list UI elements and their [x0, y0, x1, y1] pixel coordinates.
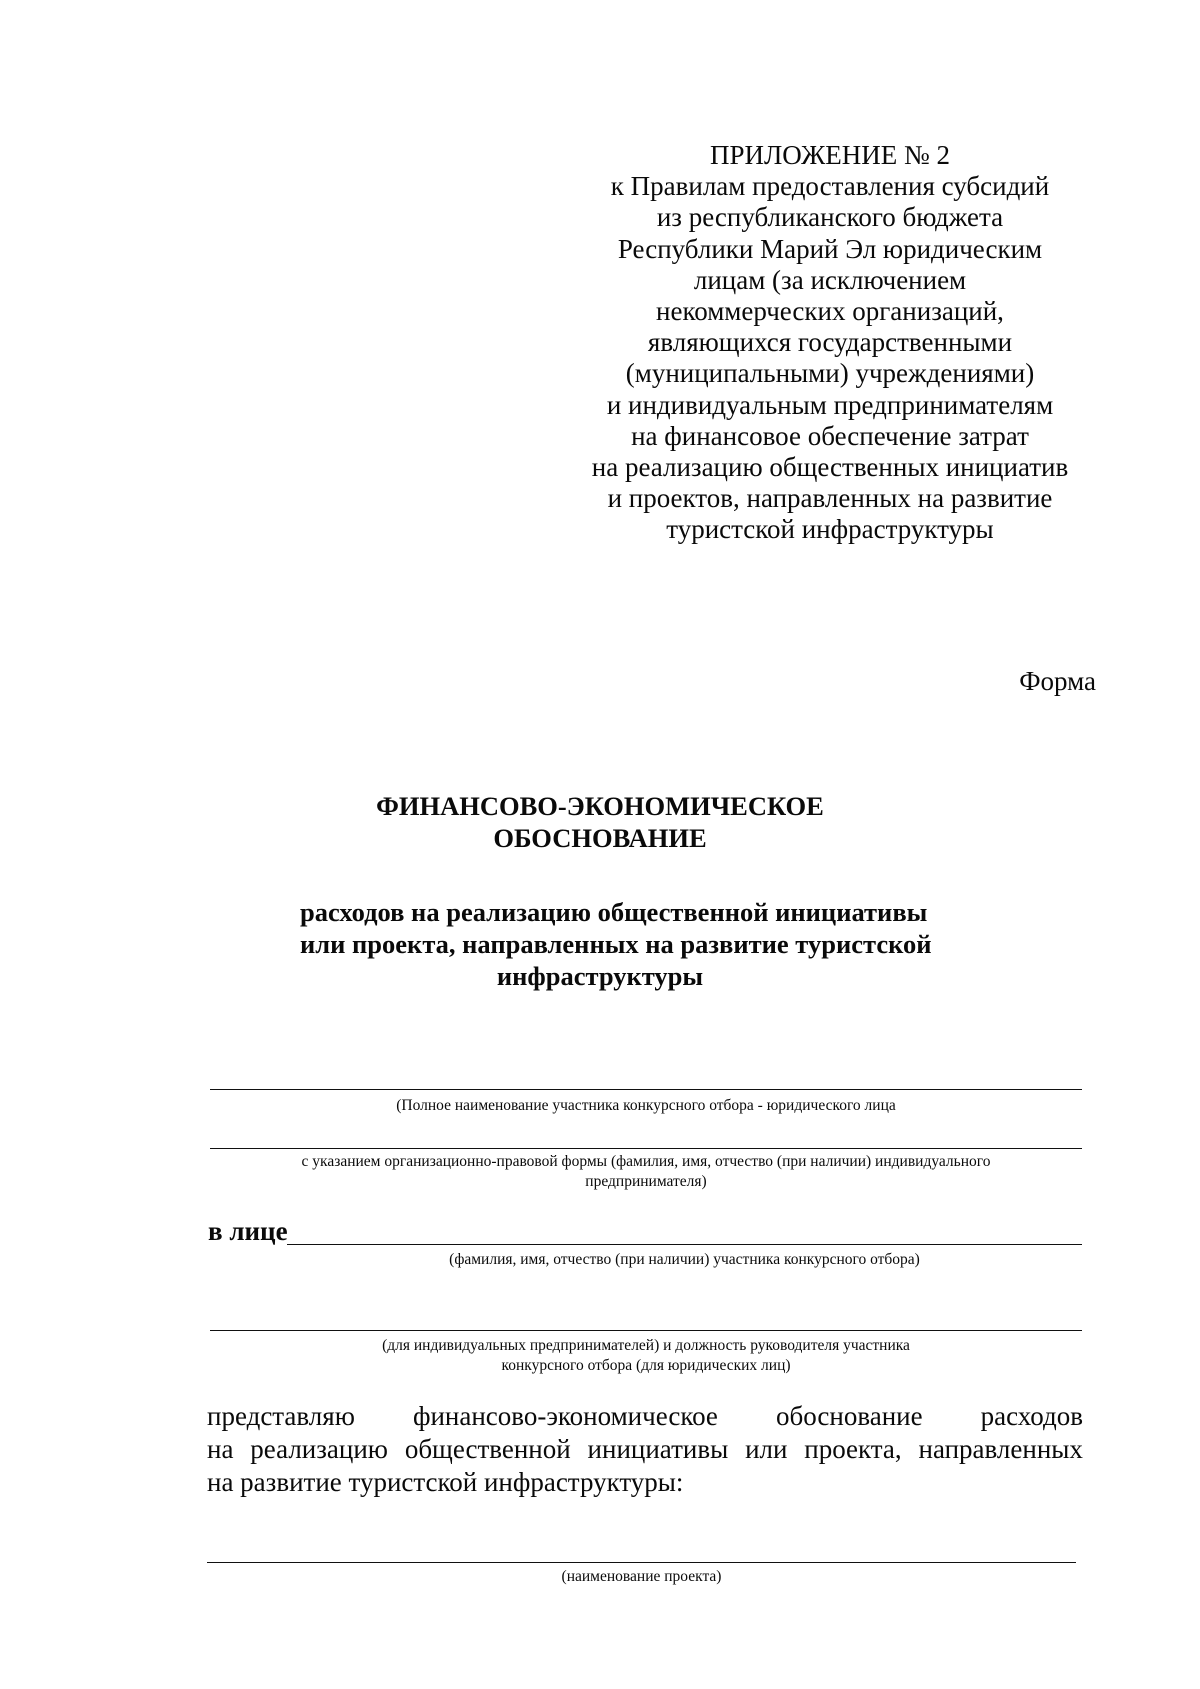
statement-word: расходов — [980, 1401, 1083, 1431]
statement-word: проекта, — [804, 1434, 902, 1464]
document-subtitle-line: инфраструктуры — [496, 961, 704, 991]
appendix-header — [560, 140, 1100, 546]
statement-word: реализацию — [250, 1434, 388, 1464]
appendix-line: и индивидуальным предпринимателям — [606, 389, 1054, 420]
appendix-line: к Правилам предоставления субсидий — [610, 171, 1050, 202]
legal-form-line[interactable] — [210, 1148, 1082, 1149]
statement-word: представляю — [207, 1401, 355, 1431]
representative-name-line[interactable] — [287, 1244, 1082, 1245]
legal-form-caption — [210, 1152, 1082, 1192]
statement-word: финансово-экономическое — [412, 1401, 718, 1431]
appendix-line: (муниципальными) учреждениями) — [625, 358, 1035, 389]
statement-paragraph — [207, 1400, 1083, 1499]
position-caption-line: (для индивидуальных предпринимателей) и должность руководителя участника — [382, 1337, 910, 1354]
statement-word: обоснование — [775, 1401, 923, 1431]
legal-form-caption-line: предпринимателя) — [585, 1173, 707, 1190]
project-name-caption: (наименование проекта) — [561, 1568, 722, 1585]
appendix-line: являющихся государственными — [647, 327, 1013, 358]
document-subtitle-line: расходов на реализацию общественной инициативы — [300, 897, 928, 927]
appendix-line: из республиканского бюджета — [656, 202, 1004, 233]
document-subtitle-line: или проекта, направленных на развитие туристской — [300, 929, 932, 959]
appendix-line: ПРИЛОЖЕНИЕ № 2 — [709, 140, 951, 170]
representative-name-caption: (фамилия, имя, отчество (при наличии) участника конкурсного отбора) — [449, 1251, 920, 1268]
form-label: Форма — [1019, 666, 1096, 696]
statement-line-2 — [207, 1433, 1083, 1466]
document-title — [300, 790, 900, 854]
appendix-line: Республики Марий Эл юридическим — [617, 233, 1043, 264]
position-caption — [210, 1336, 1082, 1376]
statement-word: на — [207, 1434, 234, 1464]
appendix-line: и проектов, направленных на развитие — [607, 483, 1053, 514]
participant-name-line[interactable] — [210, 1089, 1082, 1090]
document-title-line: ФИНАНСОВО-ЭКОНОМИЧЕСКОЕ — [376, 791, 824, 821]
legal-form-caption-line: с указанием организационно-правовой формы (фамилия, имя, отчество (при наличии) индивидуального — [301, 1153, 991, 1170]
appendix-line: лицам (за исключением — [693, 264, 967, 295]
appendix-line: туристской инфраструктуры — [666, 514, 994, 545]
position-line[interactable] — [210, 1330, 1082, 1331]
appendix-line: на финансовое обеспечение затрат — [631, 420, 1029, 451]
document-subtitle — [300, 896, 932, 992]
statement-line-3: на развитие туристской инфраструктуры: — [207, 1467, 684, 1497]
statement-word: общественной — [404, 1434, 571, 1464]
v-lice-label: в лице — [208, 1216, 288, 1246]
position-caption-line: конкурсного отбора (для юридических лиц) — [501, 1357, 791, 1374]
appendix-line: на реализацию общественных инициатив — [591, 452, 1069, 483]
project-name-line[interactable] — [207, 1562, 1076, 1563]
document-title-line: ОБОСНОВАНИЕ — [493, 823, 707, 853]
statement-word: направленных — [918, 1434, 1083, 1464]
statement-line-1 — [207, 1400, 1083, 1433]
participant-name-caption: (Полное наименование участника конкурсного отбора - юридического лица — [396, 1097, 896, 1114]
statement-word: или — [745, 1434, 788, 1464]
statement-word: инициативы — [587, 1434, 729, 1464]
appendix-line: некоммерческих организаций, — [656, 296, 1004, 327]
